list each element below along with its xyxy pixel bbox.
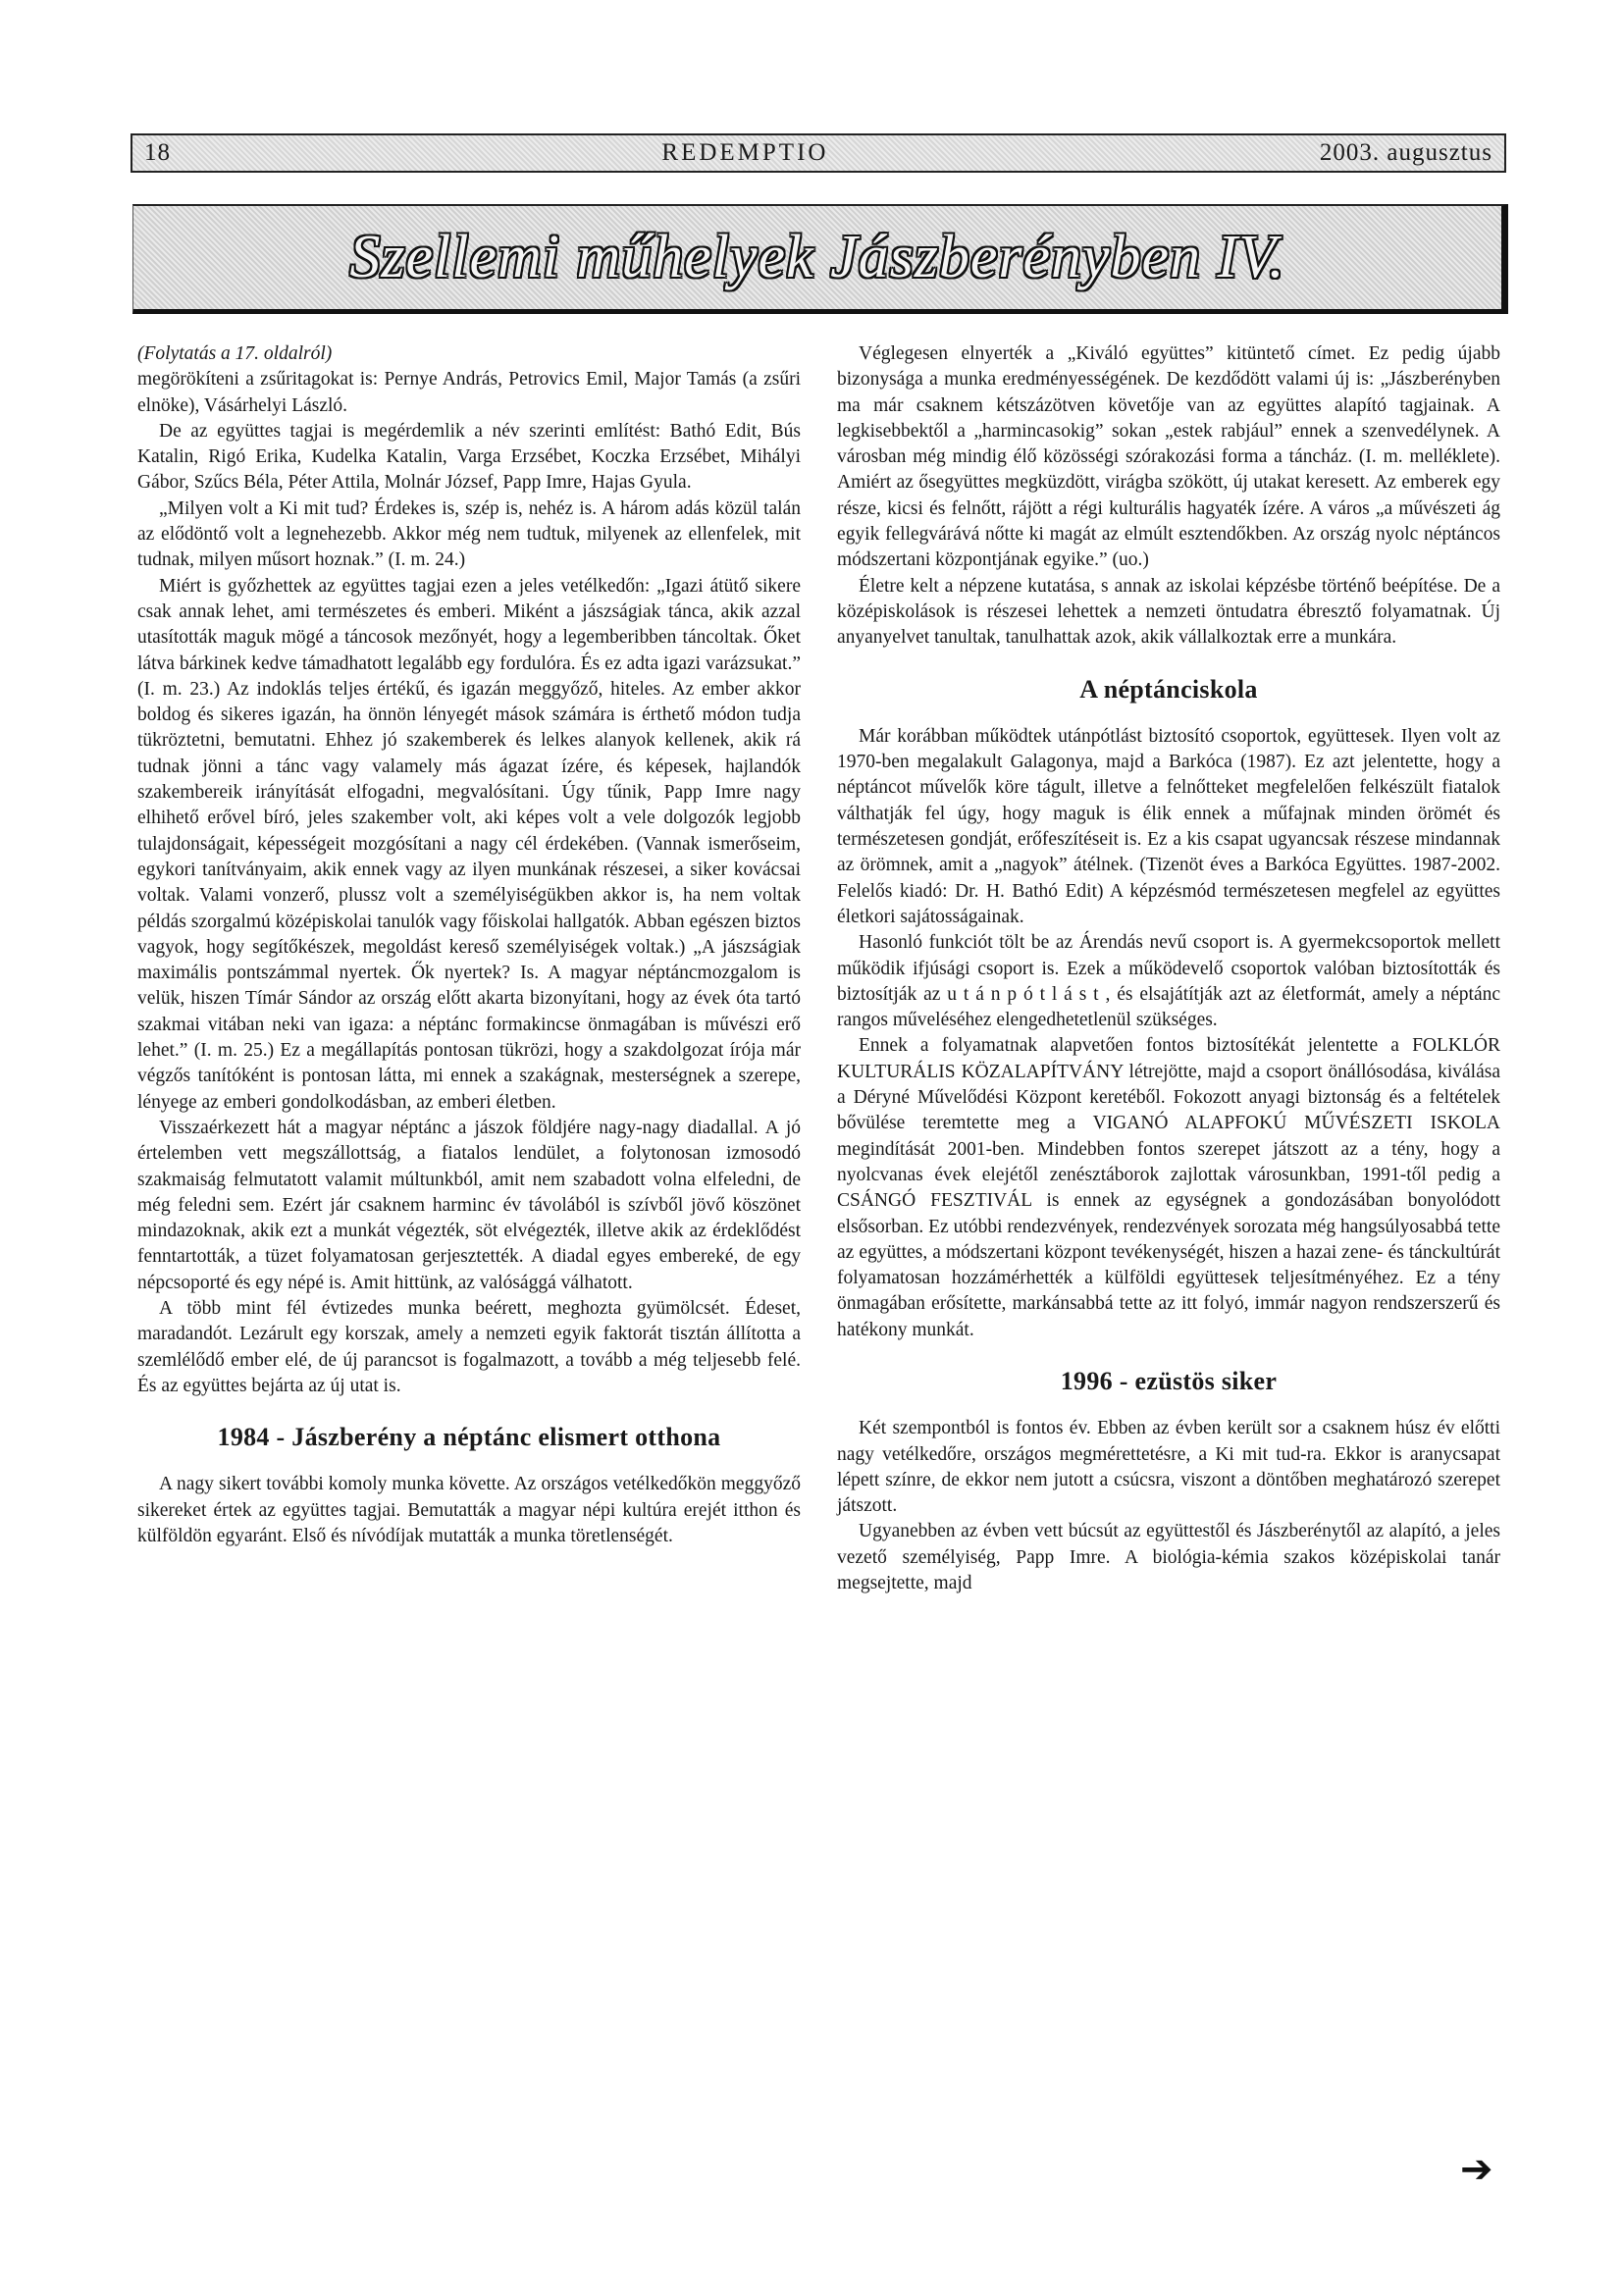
page-number: 18 — [144, 139, 171, 166]
paragraph: megörökíteni a zsűritagokat is: Pernye András, Petrovics Emil, Major Tamás (a zsűri elnöke), Vásárhelyi László. — [137, 369, 801, 416]
paragraph: Miért is győzhettek az együttes tagjai ezen a jeles vetélkedőn: „Igazi átütő sikere csak annak lehet, ami természetes és emberi. Miként a jászságiak tánca, akik azzal utasították maguk mögé a táncosok mezőnyét, hogy a legemberibben táncoltak. Őket látva bárkinek kedve támadhatott legalább egy fordulóra. És ez adta igazi varázsukat.” (I. m. 23.) Az indoklás teljes értékű, és igazán meggyőző, hiteles. Az ember akkor boldog és sikeres igazán, ha önnön lényegét mások számára is érthető módon tudja tükröztetni, bemutatni. Ehhez jó szakemberek és lelkes alanyok kellenek, akik rá tudnak jönni a tánc vagy valamely más ágazat ízére, és képesek, hajlandók szakembereik irányítását elfogadni, megvalósítani. Úgy tűnik, Papp Imre nagy elhihető erővel bíró, jeles szakember volt, aki képes volt a vele dolgozók legjobb tulajdonságait, képességeit mozgósítani a nagy cél érdekében. (Vannak ismerőseim, egykori tanítványaim, akik ennek vagy az ilyen munkának részesei, a siker kovácsai voltak. Valami vonzerő, plussz volt a személyiségükben akkor is, ha nem voltak példás szorgalmú középiskolai tanulók vagy főiskolai hallgatók. Abban egészen biztos vagyok, hogy segítőkészek, megoldást kereső személyiségek voltak.) „A jászságiak maximális pontszámmal nyertek. Ők nyertek? Is. A magyar néptáncmozgalom is velük, hiszen Tímár Sándor az ország előtt akarta bizonyítani, hogy az évek óta tartó szakmai vitában neki van igaza: a néptánc formakincse önmagában is művészi erő lehet.” (I. m. 25.) Ez a megállapítás pontosan tükrözi, hogy a szakdolgozat írója már végzős tanítóként is pontosan látta, mi ennek a szakágnak, mesterségnek a szerepe, lényege az emberi gondolkodásban, az emberi életben. — [137, 575, 801, 1113]
paragraph: Hasonló funkciót tölt be az Árendás nevű csoport is. A gyermekcsoportok mellett működik ifjúsági csoport is. Ezek a működevelő csoportok valóban biztosították és biztosítják az u t á n p ó t l á s t , és elsajátítják azt az életformát, amely a néptánc rangos műveléséhez elengedhetetlenül szükséges. — [837, 932, 1500, 1031]
paragraph: Már korábban működtek utánpótlást biztosító csoportok, együttesek. Ilyen volt az 1970-ben megalakult Galagonya, majd a Barkóca (1987). Ez azt jelentette, hogy a néptáncot művelők köre tágult, illetve a felnőtteket megfelelően felkészült fiatalok válthatják fel úgy, hogy maguk is élik ennek a műfajnak minden örömét és természetesen gondját, erőfeszítéseit is. Ez a kis csapat ugyancsak részese mindannak az örömnek, amit a „nagyok” átélnek. (Tizenöt éves a Barkóca Együttes. 1987-2002. Felelős kiadó: Dr. H. Bathó Edit) A képzésmód természetesen megfelel az együttes életkori sajátosságainak. — [837, 725, 1500, 927]
paragraph: A nagy sikert további komoly munka követte. Az országos vetélkedőkön meggyőző sikereket értek az együttes tagjai. Bemutatták a magyar népi kultúra erejét itthon és külföldön egyaránt. Első és nívódíjak mutatták a munka töretlenségét. — [137, 1474, 801, 1547]
paragraph: Ugyanebben az évben vett búcsút az együttestől és Jászberénytől az alapító, a jeles vezető személyiség, Papp Imre. A biológia-kémia szakos középiskolai tanár megsejtette, majd — [837, 1521, 1500, 1594]
magazine-name: REDEMPTIO — [661, 139, 829, 166]
right-column — [837, 341, 1500, 1596]
left-column — [137, 341, 801, 1549]
section-heading: A néptánciskola — [1079, 674, 1258, 704]
issue-date: 2003. augusztus — [1319, 139, 1492, 166]
paragraph: A több mint fél évtizedes munka beérett, meghozta gyümölcsét. Édeset, maradandót. Lezárult egy korszak, amely a nemzeti egyik faktorát tisztán állította a szemlélődő ember elé, de új parancsot is fogalmazott, a tovább a még teljesebb felé. És az együttes bejárta az új utat is. — [137, 1297, 801, 1396]
paragraph: Ennek a folyamatnak alapvetően fontos biztosítékát jelentette a FOLKLÓR KULTURÁLIS KÖZALAPÍTVÁNY létrejötte, majd a csoport önállósodása, kiválása a Déryné Művelődési Központ keretéből. Fokozott anyagi biztonság és a feltételek bővülése teremtette meg a VIGANÓ ALAPFOKÚ MŰVÉSZETI ISKOLA megindítását 2001-ben. Mindebben fontos szerepet játszott az a tény, hogy a nyolcvanas évek elejétől zenésztáborok zajlottak városunkban, 1991-től pedig a CSÁNGÓ FESZTIVÁL is ennek az egységnek a gondozásában bonyolódott elsősorban. Ez utóbbi rendezvények, rendezvények sorozata még hangsúlyosabbá tette az együttes, a módszertani központ tevékenységét, hiszen a hazai zene- és tánckultúrát folyamatosan hozzámérhették a külföldi együttesek teljesítményéhez. Ez a tény önmagában erősítette, markánsabbá tette az itt folyó, immár nagyon rendszerszerű és hatékony munkát. — [837, 1035, 1500, 1340]
paragraph: „Milyen volt a Ki mit tud? Érdekes is, szép is, nehéz is. A három adás közül talán az elődöntő volt a legnehezebb. Akkor még nem tudtuk, milyenek az ellenfelek, mit tudnak, milyen műsort hoznak.” (I. m. 24.) — [137, 497, 801, 571]
continuation-note: (Folytatás a 17. oldalról) — [137, 343, 333, 364]
section-heading: 1984 - Jászberény a néptánc elismert otthona — [217, 1423, 721, 1452]
paragraph: Két szempontból is fontos év. Ebben az évben került sor a csaknem húsz év előtti nagy vetélkedőre, országos megmérettetésre, a Ki mit tud-ra. Ekkor is aranycsapat lépett színre, de ekkor nem jutott a csúcsra, viszont a döntőben meghatározó szerepet játszott. — [837, 1418, 1500, 1517]
paragraph: Visszaérkezett hát a magyar néptánc a jászok földjére nagy-nagy diadallal. A jó értelemben vett megszállottság, a fiatalos lendület, a folytonosan izmosodó szakmaiság felmutatott valamit múltunkból, amit nem szabadott volna elfeledni, de még feledni sem. Ezért jár csaknem harminc év távolából is szívből jövő köszönet mindazoknak, akik ezt a munkát végezték, söt elvégezték, illetve akik az érdeklődést fenntartották, a tüzet folyamatosan gerjesztették. A diadal egyes embereké, de egy népcsoporté és egy népé is. Amit hittünk, az valósággá válhatott. — [137, 1117, 801, 1293]
article-title: Szellemi műhelyek Jászberényben IV. — [349, 224, 1285, 290]
article-title-box — [132, 204, 1508, 314]
section-heading: 1996 - ezüstös siker — [1060, 1366, 1278, 1395]
paragraph: Életre kelt a népzene kutatása, s annak az iskolai képzésbe történő beépítése. De a középiskolások is részesei lehettek a nemzeti öntudatra ébresztő folyamatnak. Új anyanyelvet tanultak, tanulhattak azok, akik vállalkoztak erre a munkára. — [837, 575, 1500, 649]
continue-arrow-icon: ➔ — [1460, 2147, 1493, 2192]
paragraph: Véglegesen elnyerték a „Kiváló együttes” kitüntető címet. Ez pedig újabb bizonysága a munka eredményességének. De kezdődött valami új is: „Jászberényben ma már csaknem kétszázötven követője van az együttes alapító tagjainak. A legkisebbektől a „harmincasokig” sokan „estek rabjául” ennek a szenvedélynek. A városban még mindig élő közösségi szórakozási forma a táncház. (I. m. melléklete). Amiért az ősegyüttes megküzdött, virágba szökött, új utakat keresett. Az emberek egy része, kicsi és felnőtt, rájött a régi kulturális hagyaték ízére. A város „a művészeti ág egyik fellegvárává nőtte ki magát az elmúlt esztendőkben. Az ország nyolc néptáncos módszertani központjának egyike.” (uo.) — [837, 343, 1500, 571]
page-header-bar — [131, 133, 1506, 173]
paragraph: De az együttes tagjai is megérdemlik a név szerinti említést: Bathó Edit, Bús Katalin, Rigó Erika, Kudelka Katalin, Varga Erzsébet, Koczka Erzsébet, Mihályi Gábor, Szűcs Béla, Péter Attila, Molnár József, Papp Imre, Hajas Gyula. — [137, 420, 801, 494]
